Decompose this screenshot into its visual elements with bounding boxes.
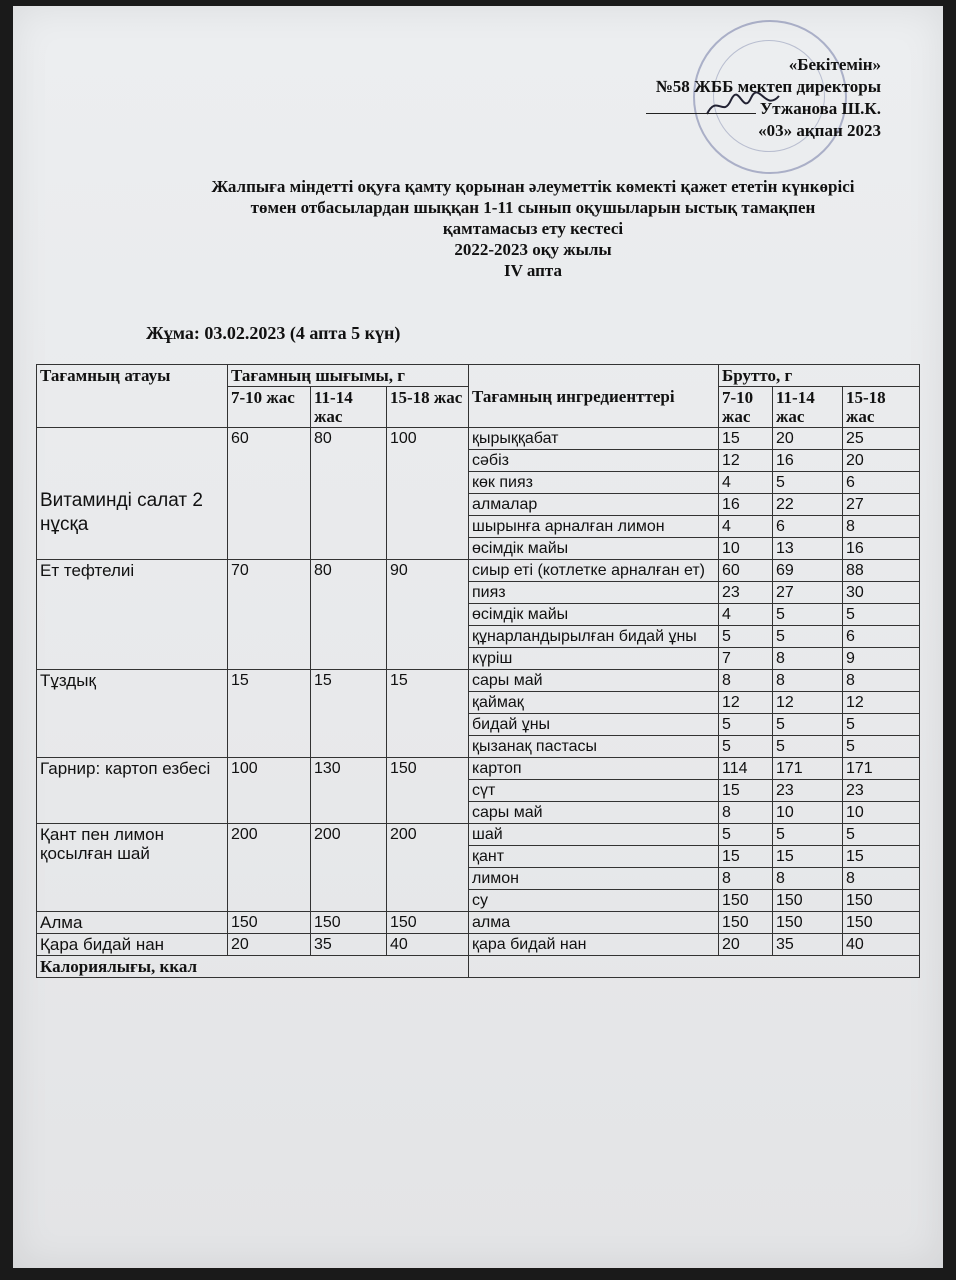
ingredient-brutto: 60 — [719, 560, 773, 582]
dish-yield: 200 — [228, 824, 311, 912]
dish-yield: 100 — [387, 428, 469, 560]
ingredient-brutto: 171 — [773, 758, 843, 780]
header-age: 7-10 жас — [228, 387, 311, 428]
header-ingredients: Тағамның ингредиенттері — [469, 365, 719, 428]
ingredient-brutto: 8 — [773, 868, 843, 890]
menu-table — [36, 364, 920, 978]
ingredient-brutto: 8 — [773, 670, 843, 692]
ingredient-brutto: 10 — [773, 802, 843, 824]
ingredient-name: су — [469, 890, 719, 912]
ingredient-brutto: 6 — [843, 472, 920, 494]
approval-signer: Утжанова Ш.К. — [561, 98, 881, 120]
ingredient-brutto: 5 — [843, 736, 920, 758]
ingredient-brutto: 30 — [843, 582, 920, 604]
ingredient-brutto: 150 — [843, 912, 920, 934]
ingredient-name: сиыр еті (котлетке арналған ет) — [469, 560, 719, 582]
ingredient-brutto: 12 — [773, 692, 843, 714]
ingredient-name: қант — [469, 846, 719, 868]
ingredient-name: сәбіз — [469, 450, 719, 472]
header-age: 7-10 жас — [719, 387, 773, 428]
ingredient-brutto: 27 — [773, 582, 843, 604]
ingredient-brutto: 15 — [719, 780, 773, 802]
ingredient-brutto: 5 — [773, 604, 843, 626]
ingredient-brutto: 8 — [843, 670, 920, 692]
ingredient-brutto: 5 — [719, 736, 773, 758]
ingredient-brutto: 5 — [719, 714, 773, 736]
ingredient-brutto: 10 — [719, 538, 773, 560]
ingredient-brutto: 4 — [719, 604, 773, 626]
ingredient-brutto: 20 — [843, 450, 920, 472]
approval-block — [561, 54, 881, 142]
ingredient-brutto: 6 — [843, 626, 920, 648]
dish-yield: 130 — [311, 758, 387, 824]
dish-yield: 200 — [387, 824, 469, 912]
table-row — [37, 428, 920, 450]
ingredient-name: лимон — [469, 868, 719, 890]
header-brutto: Брутто, г — [719, 365, 920, 387]
ingredient-name: картоп — [469, 758, 719, 780]
dish-name: Витаминді салат 2 нұсқа — [37, 428, 228, 560]
ingredient-brutto: 8 — [719, 802, 773, 824]
ingredient-brutto: 16 — [843, 538, 920, 560]
ingredient-name: қара бидай нан — [469, 934, 719, 956]
ingredient-brutto: 5 — [843, 824, 920, 846]
ingredient-brutto: 10 — [843, 802, 920, 824]
dish-yield: 60 — [228, 428, 311, 560]
ingredient-brutto: 16 — [719, 494, 773, 516]
document-title: Жалпыға міндетті оқуға қамту қорынан әлеуметтік көмекті қажет ететін күнкөрісі төмен отбасылардан шыққан 1-11 сынып оқушыларын ыстық тамақпен қамтамасыз ету кестесі 2022-2023 оқу жылы IV апта — [211, 177, 855, 280]
dish-yield: 35 — [311, 934, 387, 956]
ingredient-brutto: 13 — [773, 538, 843, 560]
ingredient-name: сары май — [469, 670, 719, 692]
ingredient-name: құнарландырылған бидай ұны — [469, 626, 719, 648]
ingredient-brutto: 8 — [773, 648, 843, 670]
ingredient-brutto: 5 — [719, 824, 773, 846]
dish-name: Тұздық — [37, 670, 228, 758]
dish-yield: 90 — [387, 560, 469, 670]
ingredient-brutto: 5 — [773, 736, 843, 758]
dish-name: Алма — [37, 912, 228, 934]
ingredient-brutto: 5 — [843, 604, 920, 626]
ingredient-brutto: 20 — [719, 934, 773, 956]
dish-yield: 20 — [228, 934, 311, 956]
dish-yield: 150 — [387, 912, 469, 934]
ingredient-brutto: 69 — [773, 560, 843, 582]
header-age: 15-18 жас — [387, 387, 469, 428]
approval-date: «03» ақпан 2023 — [758, 121, 881, 140]
ingredient-brutto: 4 — [719, 472, 773, 494]
ingredient-brutto: 23 — [843, 780, 920, 802]
header-age: 11-14 жас — [311, 387, 387, 428]
dish-yield: 100 — [228, 758, 311, 824]
ingredient-brutto: 6 — [773, 516, 843, 538]
ingredient-brutto: 150 — [773, 890, 843, 912]
ingredient-name: өсімдік майы — [469, 604, 719, 626]
ingredient-brutto: 5 — [773, 714, 843, 736]
ingredient-name: шай — [469, 824, 719, 846]
table-row — [37, 824, 920, 846]
table-row — [37, 934, 920, 956]
header-yield: Тағамның шығымы, г — [228, 365, 469, 387]
ingredient-brutto: 8 — [719, 868, 773, 890]
ingredient-name: алмалар — [469, 494, 719, 516]
ingredient-brutto: 35 — [773, 934, 843, 956]
ingredient-brutto: 150 — [773, 912, 843, 934]
dish-yield: 150 — [311, 912, 387, 934]
calories-label: Калориялығы, ккал — [37, 956, 469, 978]
ingredient-brutto: 88 — [843, 560, 920, 582]
ingredient-name: сары май — [469, 802, 719, 824]
ingredient-brutto: 5 — [843, 714, 920, 736]
ingredient-brutto: 8 — [843, 516, 920, 538]
ingredient-brutto: 9 — [843, 648, 920, 670]
ingredient-brutto: 5 — [773, 824, 843, 846]
calories-value — [469, 956, 920, 978]
ingredient-brutto: 5 — [773, 626, 843, 648]
ingredient-brutto: 8 — [843, 868, 920, 890]
header-age: 15-18 жас — [843, 387, 920, 428]
ingredient-name: алма — [469, 912, 719, 934]
dish-yield: 80 — [311, 428, 387, 560]
dish-yield: 15 — [387, 670, 469, 758]
approval-position: №58 ЖББ мектеп директоры — [655, 77, 881, 96]
ingredient-brutto: 171 — [843, 758, 920, 780]
dish-name: Гарнир: картоп езбесі — [37, 758, 228, 824]
ingredient-brutto: 8 — [719, 670, 773, 692]
ingredient-name: көк пияз — [469, 472, 719, 494]
ingredient-brutto: 5 — [719, 626, 773, 648]
dish-name: Қара бидай нан — [37, 934, 228, 956]
ingredient-brutto: 15 — [773, 846, 843, 868]
approval-title: «Бекітемін» — [788, 55, 881, 74]
dish-yield: 150 — [228, 912, 311, 934]
ingredient-name: бидай ұны — [469, 714, 719, 736]
ingredient-name: қаймақ — [469, 692, 719, 714]
table-row — [37, 912, 920, 934]
ingredient-brutto: 150 — [719, 912, 773, 934]
ingredient-brutto: 20 — [773, 428, 843, 450]
ingredient-name: қызанақ пастасы — [469, 736, 719, 758]
ingredient-brutto: 12 — [719, 692, 773, 714]
table-row — [37, 758, 920, 780]
ingredient-brutto: 12 — [843, 692, 920, 714]
ingredient-name: пияз — [469, 582, 719, 604]
header-age: 11-14 жас — [773, 387, 843, 428]
header-dish: Тағамның атауы — [37, 365, 228, 428]
ingredient-brutto: 15 — [719, 428, 773, 450]
ingredient-brutto: 150 — [719, 890, 773, 912]
ingredient-brutto: 5 — [773, 472, 843, 494]
ingredient-brutto: 15 — [719, 846, 773, 868]
dish-yield: 40 — [387, 934, 469, 956]
ingredient-name: шырынға арналған лимон — [469, 516, 719, 538]
ingredient-brutto: 4 — [719, 516, 773, 538]
ingredient-brutto: 114 — [719, 758, 773, 780]
ingredient-brutto: 23 — [773, 780, 843, 802]
calories-row — [37, 956, 920, 978]
ingredient-name: күріш — [469, 648, 719, 670]
ingredient-name: сүт — [469, 780, 719, 802]
ingredient-brutto: 22 — [773, 494, 843, 516]
dish-name: Қант пен лимон қосылған шай — [37, 824, 228, 912]
dish-yield: 150 — [387, 758, 469, 824]
dish-yield: 15 — [311, 670, 387, 758]
ingredient-name: қырыққабат — [469, 428, 719, 450]
signature-line — [646, 99, 756, 114]
ingredient-brutto: 23 — [719, 582, 773, 604]
dish-yield: 200 — [311, 824, 387, 912]
dish-yield: 70 — [228, 560, 311, 670]
ingredient-brutto: 40 — [843, 934, 920, 956]
dish-yield: 15 — [228, 670, 311, 758]
ingredient-brutto: 27 — [843, 494, 920, 516]
table-row — [37, 670, 920, 692]
table-row — [37, 560, 920, 582]
ingredient-brutto: 16 — [773, 450, 843, 472]
ingredient-brutto: 150 — [843, 890, 920, 912]
ingredient-brutto: 15 — [843, 846, 920, 868]
dish-name: Ет тефтелиі — [37, 560, 228, 670]
dish-yield: 80 — [311, 560, 387, 670]
ingredient-name: өсімдік майы — [469, 538, 719, 560]
day-label: Жұма: 03.02.2023 (4 апта 5 күн) — [146, 323, 401, 343]
ingredient-brutto: 7 — [719, 648, 773, 670]
ingredient-brutto: 25 — [843, 428, 920, 450]
ingredient-brutto: 12 — [719, 450, 773, 472]
